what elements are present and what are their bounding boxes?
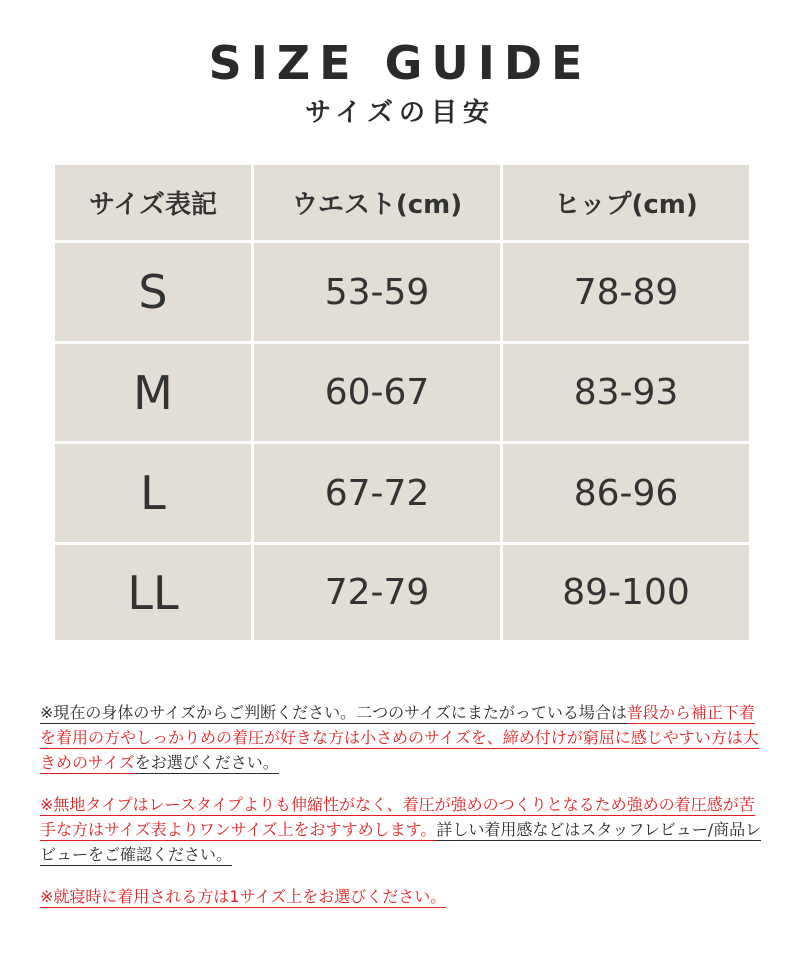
note-text-highlight: 普段から補正下着を着用の方やしっかりめの着圧が好きな方は小さめのサイズを、締め付けが窮屈に感じやすい方は大きめのサイズ xyxy=(40,703,759,772)
waist-cell: 60-67 xyxy=(324,372,430,413)
size-cell: LL xyxy=(127,565,179,620)
size-table xyxy=(55,165,749,640)
table-divider xyxy=(251,165,254,640)
header-size-label: サイズ表記 xyxy=(89,190,217,220)
note-text: ※現在の身体のサイズからご判断ください。二つのサイズにまたがっている場合は xyxy=(40,703,627,722)
note-sizing xyxy=(40,700,762,775)
header-waist: ウエスト(cm) xyxy=(291,190,463,220)
note-text-highlight: ※就寝時に着用される方は1サイズ上をお選びください。 xyxy=(40,887,447,906)
size-cell: S xyxy=(138,265,168,319)
page-title: SIZE GUIDE xyxy=(208,36,592,90)
table-divider xyxy=(55,441,749,444)
table-divider xyxy=(55,341,749,344)
size-cell: M xyxy=(133,365,173,420)
hip-cell: 83-93 xyxy=(573,372,679,413)
waist-cell: 72-79 xyxy=(324,572,430,613)
hip-cell: 78-89 xyxy=(573,271,679,313)
notes-section xyxy=(40,700,762,926)
table-divider xyxy=(500,165,503,640)
note-text: 詳しい着用感などはスタッフレビュー/商品レビューをご確認ください。 xyxy=(40,820,762,864)
note-text-highlight: ※無地タイプはレースタイプよりも伸縮性がなく、着圧が強めのつくりとなるため強めの着圧感が苦手な方はサイズ表よりワンサイズ上をおすすめします。 xyxy=(40,795,755,839)
header-hip: ヒップ(cm) xyxy=(554,190,698,220)
waist-cell: 53-59 xyxy=(324,271,430,313)
size-cell: L xyxy=(140,466,166,520)
note-sleeping xyxy=(40,884,762,909)
table-divider xyxy=(55,240,749,243)
hip-cell: 86-96 xyxy=(573,472,679,514)
note-plain-type xyxy=(40,792,762,867)
note-text: をお選びください。 xyxy=(134,753,279,772)
hip-cell: 89-100 xyxy=(562,572,690,613)
page-subtitle: サイズの目安 xyxy=(305,98,495,128)
table-divider xyxy=(55,542,749,545)
waist-cell: 67-72 xyxy=(324,472,430,514)
